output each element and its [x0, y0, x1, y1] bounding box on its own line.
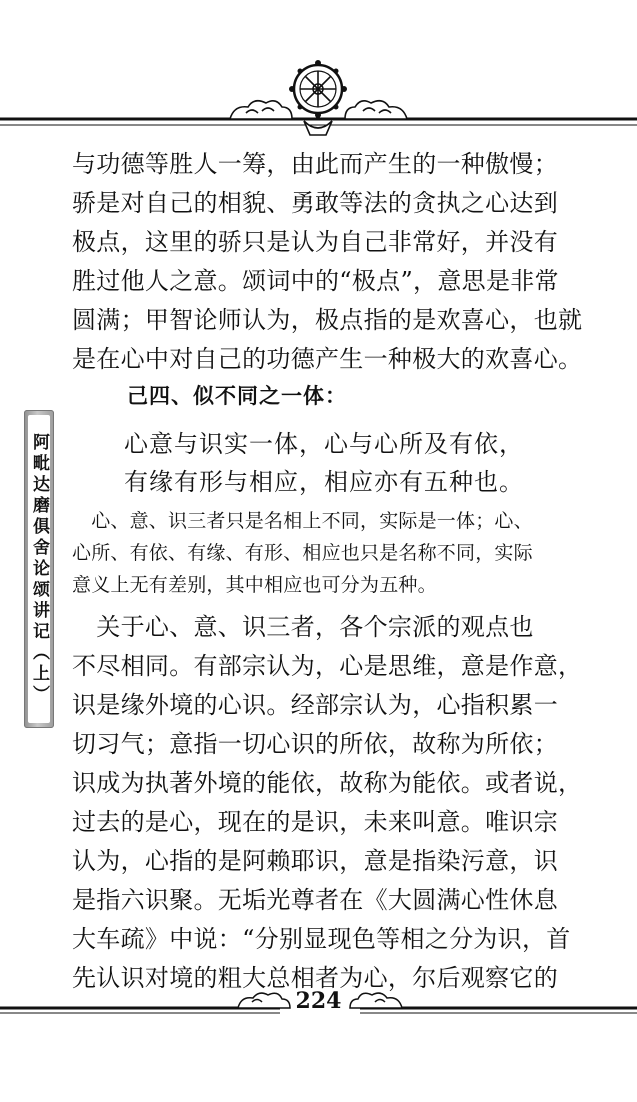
commentary-line: 意义上无有差别，其中相应也可分为五种。: [72, 574, 437, 596]
text-line: 认为，心指的是阿赖耶识，意是指染污意，识: [72, 847, 558, 875]
paragraph-1: [72, 145, 602, 379]
text-line: 过去的是心，现在的是识，未来叫意。唯识宗: [72, 808, 558, 836]
verse-line: 心意与识实一体，心与心所及有依，: [124, 430, 524, 458]
text-line: 大车疏》中说：“分别显现色等相之分为识，首: [72, 925, 571, 953]
text-line: 胜过他人之意。颂词中的“极点”，意思是非常: [72, 267, 559, 295]
side-tab: [24, 410, 54, 728]
verse-block: [124, 425, 604, 501]
section-heading: 己四、似不同之一体：: [127, 384, 347, 408]
verse-commentary: [72, 505, 602, 601]
header-rule: [0, 119, 637, 125]
header-ornament: [0, 55, 637, 140]
text-line: 骄是对自己的相貌、勇敢等法的贪执之心达到: [72, 189, 558, 217]
commentary-line: 心所、有依、有缘、有形、相应也只是名称不同，实际: [72, 542, 533, 564]
text-line: 不尽相同。有部宗认为，心是思维，意是作意，: [72, 652, 583, 680]
cloud-right-icon: [345, 101, 407, 119]
text-line: 关于心、意、识三者，各个宗派的观点也: [72, 613, 534, 641]
dharma-wheel-icon: [289, 60, 347, 135]
text-line: 识是缘外境的心识。经部宗认为，心指积累一: [72, 691, 558, 719]
commentary-line: 心、意、识三者只是名相上不同，实际是一体；心、: [72, 510, 533, 532]
text-line: 识成为执著外境的能依，故称为能依。或者说，: [72, 769, 583, 797]
text-line: 先认识对境的粗大总相者为心，尔后观察它的: [72, 964, 558, 992]
page-number: 224: [295, 988, 342, 1014]
side-tab-inner: [28, 415, 50, 723]
book-title-vertical: 阿毗达磨俱舍论颂讲记（上）: [29, 433, 49, 706]
text-line: 圆满；甲智论师认为，极点指的是欢喜心，也就: [72, 306, 583, 334]
text-line: 切习气；意指一切心识的所依，故称为所依；: [72, 730, 558, 758]
text-line: 与功德等胜人一筹，由此而产生的一种傲慢；: [72, 150, 558, 178]
text-line: 是指六识聚。无垢光尊者在《大圆满心性休息: [72, 886, 558, 914]
verse-line: 有缘有形与相应，相应亦有五种也。: [124, 468, 524, 496]
cloud-left-icon: [230, 101, 292, 119]
paragraph-2: [72, 608, 602, 998]
text-line: 极点，这里的骄只是认为自己非常好，并没有: [72, 228, 558, 256]
text-line: 是在心中对自己的功德产生一种极大的欢喜心。: [72, 345, 583, 373]
